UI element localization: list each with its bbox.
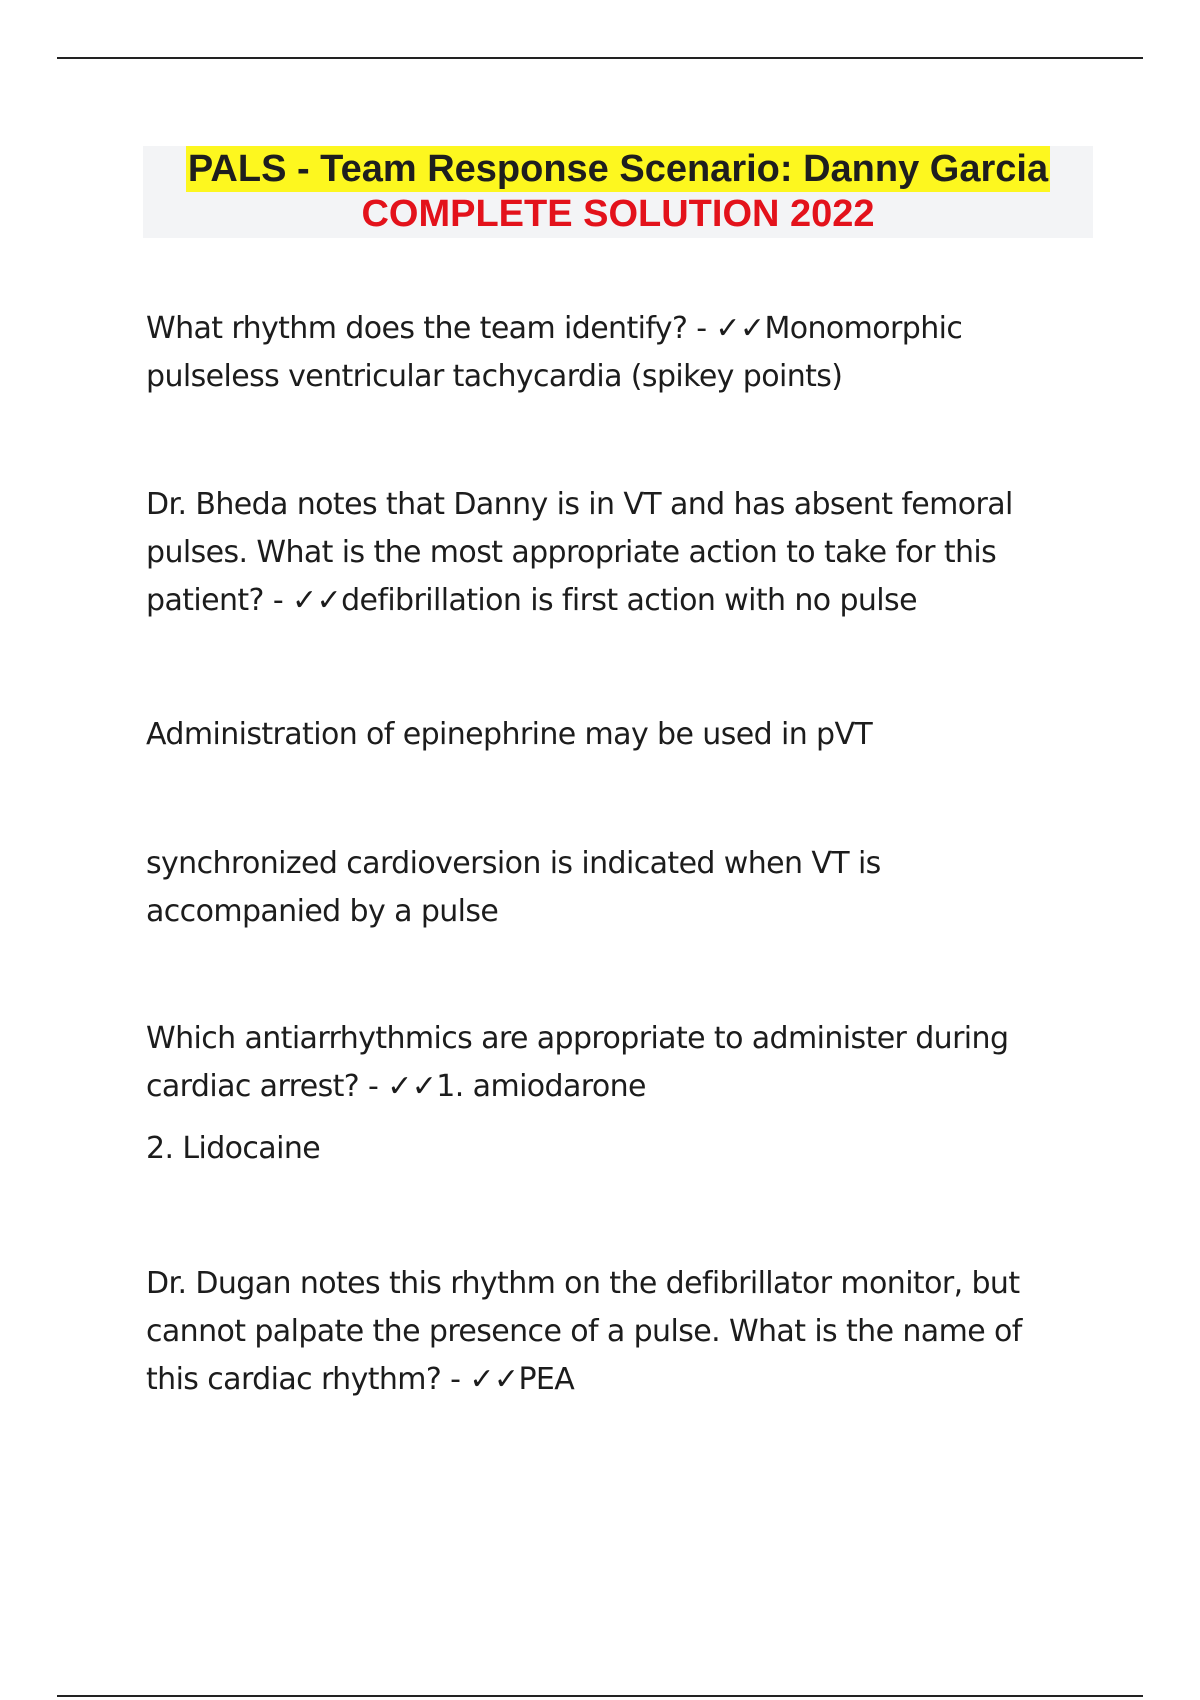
answer-text: defibrillation is first action with no pulse [341, 583, 917, 618]
double-check-icon: ✓✓ [715, 311, 765, 346]
question-text: Dr. Dugan notes this rhythm on the defibrillator monitor, but cannot palpate the presence of a pulse. What is the name of this cardiac rhythm? - [146, 1266, 1022, 1397]
answer-text: 1. amiodarone [436, 1069, 646, 1104]
document-title-block [143, 146, 1093, 238]
double-check-icon: ✓✓ [469, 1362, 519, 1397]
footer-rule [57, 1695, 1143, 1697]
document-title: PALS - Team Response Scenario: Danny Garcia [187, 148, 1049, 190]
statement-text: synchronized cardioversion is indicated when VT is accompanied by a pulse [146, 846, 881, 929]
qa-item-3 [146, 711, 1076, 759]
double-check-icon: ✓✓ [291, 583, 342, 618]
answer-text: PEA [518, 1362, 575, 1397]
qa-item-text [146, 1015, 1076, 1111]
question-text: Dr. Bheda notes that Danny is in VT and has absent femoral pulses. What is the most appropriate action to take for this patient? - [146, 487, 1013, 618]
answer-text: Monomorphic pulseless ventricular tachycardia (spikey points) [146, 311, 963, 394]
double-check-icon: ✓✓ [387, 1069, 437, 1104]
qa-item-5 [146, 1015, 1076, 1173]
qa-item-text [146, 305, 1076, 401]
answer-extra-text: 2. Lidocaine [146, 1131, 321, 1166]
question-text: Which antiarrhythmics are appropriate to administer during cardiac arrest? - [146, 1021, 1009, 1104]
qa-item-6 [146, 1260, 1076, 1404]
qa-item-1 [146, 305, 1076, 401]
qa-item-text [146, 481, 1076, 625]
qa-item-text [146, 1260, 1076, 1404]
qa-item-4 [146, 840, 1076, 936]
qa-item-2 [146, 481, 1076, 625]
statement-text: Administration of epinephrine may be used in pVT [146, 717, 873, 752]
document-subtitle: COMPLETE SOLUTION 2022 [361, 193, 875, 235]
header-rule [57, 57, 1143, 59]
question-text: What rhythm does the team identify? - [146, 311, 716, 346]
